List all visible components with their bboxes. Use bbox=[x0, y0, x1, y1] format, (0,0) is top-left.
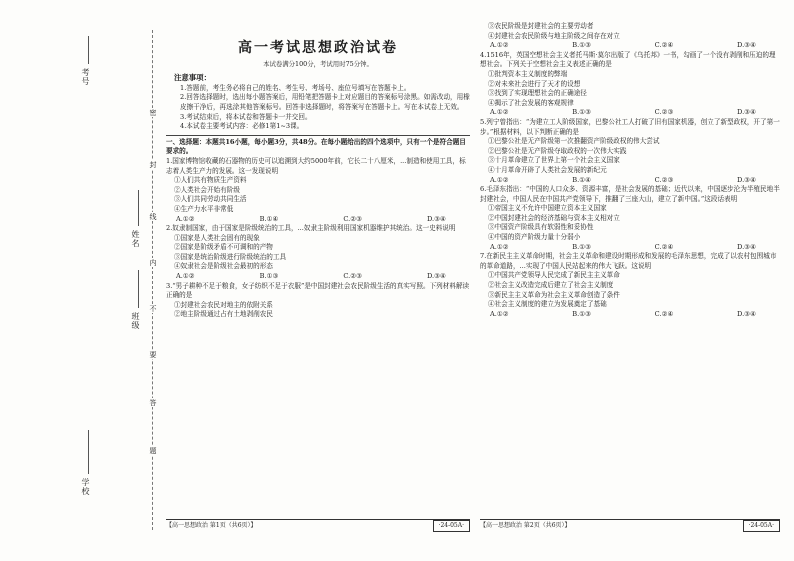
exam-title: 高一考试思想政治试卷 bbox=[238, 40, 398, 56]
choice: B.①④ bbox=[259, 214, 279, 223]
page-footer bbox=[480, 519, 780, 532]
question-option: ③国家是统治阶级进行阶级统治的工具 bbox=[174, 252, 287, 261]
footer-code: ·24-05A· bbox=[743, 520, 780, 532]
question-option: ②巴黎公社是无产阶级夺取政权的一次伟大实践 bbox=[488, 146, 627, 155]
choice: D.③④ bbox=[737, 108, 756, 117]
footer-page-text: 【高一思想政治 第1页（共6页）】 bbox=[166, 522, 257, 530]
question-option: ③找到了实现理想社会的正确途径 bbox=[488, 89, 587, 98]
question-option: ②社会主义改造完成后建立了社会主义制度 bbox=[488, 281, 614, 290]
question-option: ②国家是阶级矛盾不可调和的产物 bbox=[174, 243, 273, 252]
divider bbox=[166, 135, 470, 136]
question-option: ④十月革命开辟了人类社会发展的新纪元 bbox=[488, 165, 607, 174]
choice: D.③④ bbox=[737, 41, 756, 50]
label-xingming: 姓名 bbox=[131, 230, 140, 248]
seal-line bbox=[152, 30, 153, 530]
question-option: ①封建社会农民对地主的依附关系 bbox=[174, 300, 273, 309]
question-stem: 2.奴隶制国家，由于国家是阶级统治的工具，...奴隶主阶级利用国家机器维护其统治。这一史料说明 bbox=[166, 224, 456, 233]
choice: A.①② bbox=[490, 41, 509, 50]
choice: D.③④ bbox=[737, 175, 756, 184]
seal-char: 不 bbox=[149, 305, 157, 312]
question-option: ①人们共有物质生产资料 bbox=[174, 176, 247, 185]
blank-kaohao bbox=[88, 36, 89, 64]
answer-choices bbox=[166, 272, 470, 282]
choice: B.①③ bbox=[572, 242, 592, 251]
question-option: ①帝国主义不允许中国建立资本主义国家 bbox=[488, 204, 607, 213]
page-2-column bbox=[480, 22, 780, 532]
choice: D.③④ bbox=[427, 272, 446, 281]
notice-heading: 注意事项： bbox=[174, 73, 211, 83]
blank-banji bbox=[138, 270, 139, 308]
question-option: ④封建社会农民阶级与地主阶级之间存在对立 bbox=[488, 31, 620, 40]
question-option: ④生产力水平非常低 bbox=[174, 204, 234, 213]
seal-char: 题 bbox=[149, 447, 157, 454]
seal-char: 密 bbox=[149, 109, 157, 116]
seal-char: 答 bbox=[149, 399, 157, 406]
answer-choices bbox=[480, 41, 780, 51]
notice-item: 4.本试卷主要考试内容：必修1第1~3课。 bbox=[180, 122, 304, 131]
footer-page-text: 【高一思想政治 第2页（共6页）】 bbox=[480, 522, 571, 530]
question-option: ④揭示了社会发展的客观规律 bbox=[488, 98, 574, 107]
answer-choices bbox=[166, 215, 470, 225]
choice: D.③④ bbox=[737, 309, 756, 318]
choice: B.①③ bbox=[572, 41, 592, 50]
question-option: ③人们共同劳动共同生活 bbox=[174, 195, 247, 204]
choice: A.①② bbox=[490, 108, 509, 117]
choice: C.②③ bbox=[343, 272, 363, 281]
choice: A.①② bbox=[490, 175, 509, 184]
footer-code: ·24-05A· bbox=[433, 520, 470, 532]
question-stem: 7.在新民主主义革命时期，社会主义革命和建设时期形成和发展的毛泽东思想，完成了以农村包围城市的革命道路，...实现了中国人民站起来的伟大飞跃。这说明 bbox=[480, 252, 777, 270]
seal-char: 内 bbox=[149, 259, 157, 266]
page-footer bbox=[166, 519, 470, 532]
question-option: ③中国资产阶级具有软弱性和妥协性 bbox=[488, 223, 594, 232]
question-stem: 1.国家博物馆收藏的石器物的历史可以追溯到大约5000年前，它长二十八厘米，...制造和使用工具，标志着人类生产力的发展。这一发现说明 bbox=[166, 156, 466, 175]
question-option: ①批判资本主义制度的弊端 bbox=[488, 69, 568, 78]
answer-choices bbox=[480, 176, 780, 186]
choice: C.②③ bbox=[343, 214, 363, 223]
choice: C.②③ bbox=[654, 108, 674, 117]
question-option: ④社会主义制度的建立为发展奠定了基础 bbox=[488, 300, 607, 309]
question-stem: 4.1516年，英国空想社会主义者托马斯·莫尔出版了《乌托邦》一书，勾画了一个没有剥削和压迫的理想社会。下列关于空想社会主义表述正确的是 bbox=[480, 50, 776, 69]
notice-item: 3.考试结束后，将本试卷和答题卡一并交回。 bbox=[180, 112, 312, 121]
choice: C.②④ bbox=[654, 242, 674, 251]
choice: A.①② bbox=[176, 272, 195, 281]
question-option: ②中国封建社会的经济基础与资本主义相对立 bbox=[488, 213, 620, 222]
question-option: ①中国共产党领导人民完成了新民主主义革命 bbox=[488, 271, 620, 280]
choice: C.②④ bbox=[654, 309, 674, 318]
answer-choices bbox=[480, 243, 780, 253]
choice: B.①③ bbox=[572, 309, 592, 318]
choice: B.①③ bbox=[259, 272, 279, 281]
choice: B.①③ bbox=[572, 108, 592, 117]
answer-choices bbox=[480, 108, 780, 118]
exam-subtitle: 本试卷满分100分，考试用时75分钟。 bbox=[263, 59, 373, 68]
question-option: ④中国的资产阶级力量十分弱小 bbox=[488, 233, 581, 242]
choice: A.①② bbox=[490, 309, 509, 318]
notice-item: 1.答题前，考生务必将自己的姓名、考生号、考场号、座位号填写在答题卡上。 bbox=[180, 83, 411, 92]
choice: A.①② bbox=[176, 214, 195, 223]
question-stem: 5.列宁曾指出：“为建立工人阶级国家，巴黎公社工人打破了旧有国家机器，创立了新型政权，开了第一步。”根据材料，以下判断正确的是 bbox=[480, 117, 780, 136]
choice: D.③④ bbox=[427, 214, 446, 223]
answer-choices bbox=[480, 310, 780, 320]
label-banji: 班级 bbox=[131, 312, 140, 330]
blank-xingming bbox=[138, 190, 139, 226]
question-option: ④奴隶社会是阶级社会最初的形态 bbox=[174, 262, 273, 271]
label-kaohao: 考号 bbox=[81, 68, 90, 86]
question-stem: 3.“男子耕种不足于粮食，女子纺织不足于衣服”是中国封建社会农民阶级生活的真实写照。下列材料解读正确的是 bbox=[166, 281, 470, 300]
choice: A.①② bbox=[490, 242, 509, 251]
choice: C.②④ bbox=[654, 41, 674, 50]
question-option: ③十月革命建立了世界上第一个社会主义国家 bbox=[488, 156, 620, 165]
choice: C.②③ bbox=[654, 175, 674, 184]
question-option: ②人类社会开始有阶级 bbox=[174, 185, 240, 194]
seal-char: 要 bbox=[149, 351, 157, 358]
section-heading: 一、选择题：本题共16小题，每小题3分，共48分。在每小题给出的四个选项中，只有一个是符合题目要求的。 bbox=[166, 137, 466, 156]
notice-item: 2.回答选择题时，选出每小题答案后，用铅笔把答题卡上对应题目的答案标号涂黑。如需改动，用橡皮擦干净后，再选涂其他答案标号。回答非选择题时，将答案写在答题卡上。写在本试卷上无效。 bbox=[180, 93, 470, 111]
page-1-column bbox=[166, 22, 470, 532]
binding-margin bbox=[0, 0, 158, 561]
seal-char: 线 bbox=[149, 213, 157, 220]
question-option: ②对未来社会进行了天才的设想 bbox=[488, 79, 581, 88]
question-option: ③新民主主义革命为社会主义革命创造了条件 bbox=[488, 290, 620, 299]
question-option: ①巴黎公社是无产阶级第一次推翻资产阶级政权的伟大尝试 bbox=[488, 137, 660, 146]
blank-xuexiao bbox=[88, 430, 89, 474]
choice: D.③④ bbox=[737, 242, 756, 251]
question-option: ②地主阶级通过占有土地剥削农民 bbox=[174, 310, 273, 319]
seal-char: 封 bbox=[149, 161, 157, 168]
question-option: ③农民阶级是封建社会的主要劳动者 bbox=[488, 22, 594, 30]
question-stem: 6.毛泽东指出：“中国的人口众多、资源丰富，是社会发展的基础；近代以来，中国逐步沦为半殖民地半封建社会，中国人民在中国共产党领导下，推翻了三座大山，建立了新中国。”这段话表明 bbox=[480, 185, 780, 203]
choice: B.①④ bbox=[572, 175, 592, 184]
label-xuexiao: 学校 bbox=[81, 478, 90, 496]
question-option: ①国家是人类社会固有的现象 bbox=[174, 233, 260, 242]
